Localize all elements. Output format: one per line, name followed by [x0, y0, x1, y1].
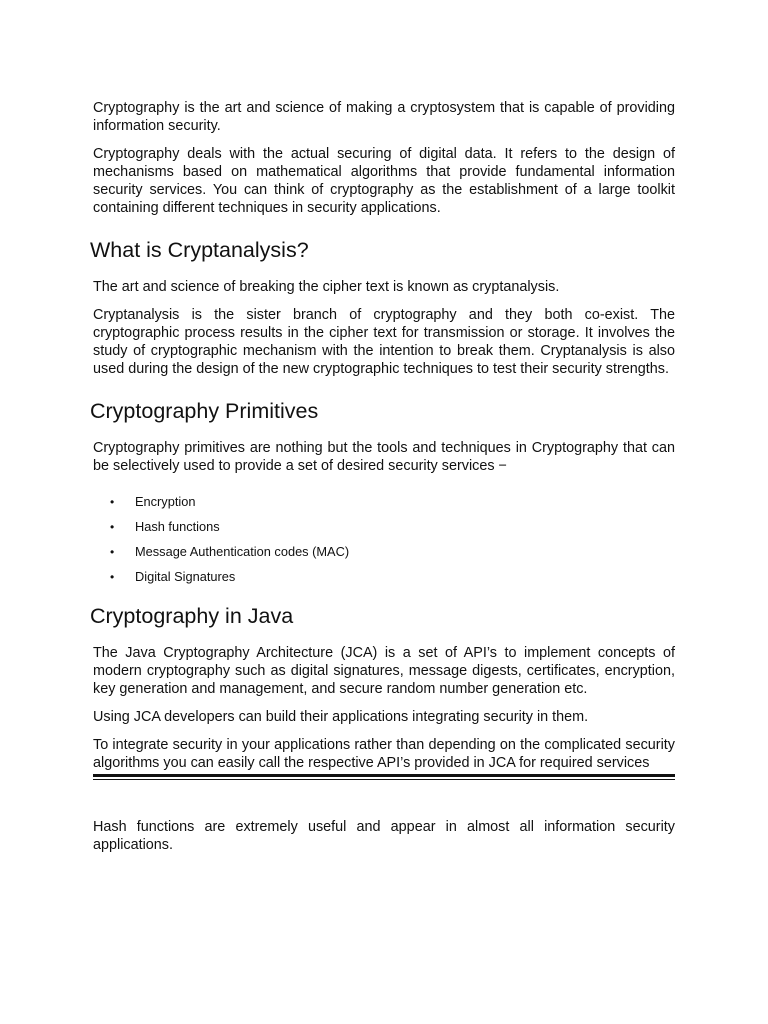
- cryptanalysis-paragraph-2: Cryptanalysis is the sister branch of cryptography and they both co-exist. The cryptographic process results in the cipher text for transmission or storage. It involves the study of cryptographic mechanism with the intention to break them. Cryptanalysis is also used during the design of the new cryptographic techniques to test their security strengths.: [93, 307, 675, 377]
- list-item: [93, 544, 675, 560]
- java-heading: Cryptography in Java: [90, 604, 294, 628]
- primitives-heading: Cryptography Primitives: [90, 399, 319, 423]
- intro-paragraph-2: Cryptography deals with the actual securing of digital data. It refers to the design of mechanisms based on mathematical algorithms that provide fundamental information security services. You can think of cryptography as the establishment of a large toolkit containing different techniques in security applications.: [93, 146, 675, 216]
- cryptanalysis-paragraph-1: The art and science of breaking the cipher text is known as cryptanalysis.: [93, 279, 560, 295]
- list-item-label: Digital Signatures: [135, 569, 236, 584]
- bullet-icon: •: [110, 520, 115, 534]
- list-item-label: Hash functions: [135, 519, 220, 534]
- bullet-icon: •: [110, 570, 115, 584]
- divider-thick-line: [93, 774, 675, 777]
- java-paragraph-2: Using JCA developers can build their applications integrating security in them.: [93, 709, 589, 725]
- cryptanalysis-heading: What is Cryptanalysis?: [90, 238, 309, 262]
- primitives-paragraph: Cryptography primitives are nothing but the tools and techniques in Cryptography that can be selectively used to provide a set of desired security services −: [93, 440, 675, 474]
- list-item: [93, 569, 675, 585]
- bullet-icon: •: [110, 495, 115, 509]
- intro-paragraph-1: Cryptography is the art and science of making a cryptosystem that is capable of providing information security.: [93, 100, 675, 134]
- list-item-label: Message Authentication codes (MAC): [135, 544, 350, 559]
- java-paragraph-1: The Java Cryptography Architecture (JCA) is a set of API’s to implement concepts of modern cryptography such as digital signatures, message digests, certificates, encryption, key generation and management, and secure random number generation etc.: [93, 645, 675, 697]
- list-item-label: Encryption: [135, 494, 196, 509]
- divider-thin-line: [93, 779, 675, 780]
- section-divider: [93, 774, 675, 780]
- java-paragraph-3: To integrate security in your applications rather than depending on the complicated security algorithms you can easily call the respective API’s provided in JCA for required services: [93, 737, 675, 771]
- primitives-list: [93, 494, 675, 585]
- list-item: [93, 519, 675, 535]
- document-body: [90, 99, 675, 854]
- bullet-icon: •: [110, 545, 115, 559]
- list-item: [93, 494, 675, 510]
- hash-paragraph: Hash functions are extremely useful and appear in almost all information security applications.: [93, 819, 675, 853]
